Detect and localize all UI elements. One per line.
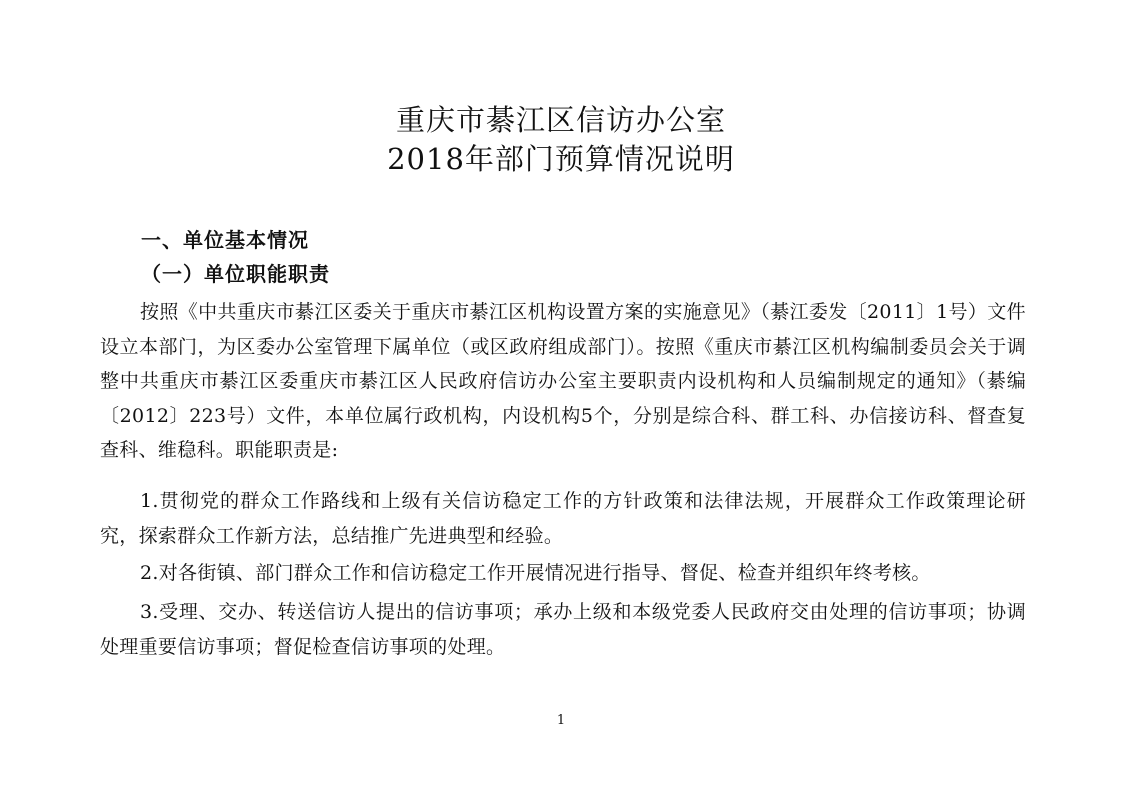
duty-item-1: 1.贯彻党的群众工作路线和上级有关信访稳定工作的方针政策和法律法规，开展群众工作政策理论研究，探索群众工作新方法，总结推广先进典型和经验。: [100, 490, 1026, 547]
subsection-heading: （一）单位职能职责: [141, 262, 330, 286]
duty-item-3: 3.受理、交办、转送信访人提出的信访事项；承办上级和本级党委人民政府交由处理的信访事项；协调处理重要信访事项；督促检查信访事项的处理。: [100, 601, 1026, 658]
page-number: 1: [556, 713, 566, 728]
document-subtitle: 2018年部门预算情况说明: [387, 142, 735, 176]
document-title: 重庆市綦江区信访办公室: [395, 103, 726, 137]
basis-paragraph: 按照《中共重庆市綦江区委关于重庆市綦江区机构设置方案的实施意见》（綦江委发〔2011〕1号）文件设立本部门，为区委办公室管理下属单位（或区政府组成部门）。按照《重庆市綦江区机构编制委员会关于调整中共重庆市綦江区委重庆市綦江区人民政府信访办公室主要职责内设机构和人员编制规定的通知》（綦编〔2012〕223号）文件，本单位属行政机构，内设机构5个，分别是综合科、群工科、办信接访科、督查复查科、维稳科。职能职责是:: [100, 301, 1026, 461]
section-heading: 一、单位基本情况: [141, 228, 309, 252]
duty-item-2: 2.对各街镇、部门群众工作和信访稳定工作开展情况进行指导、督促、检查并组织年终考核。: [140, 562, 931, 584]
